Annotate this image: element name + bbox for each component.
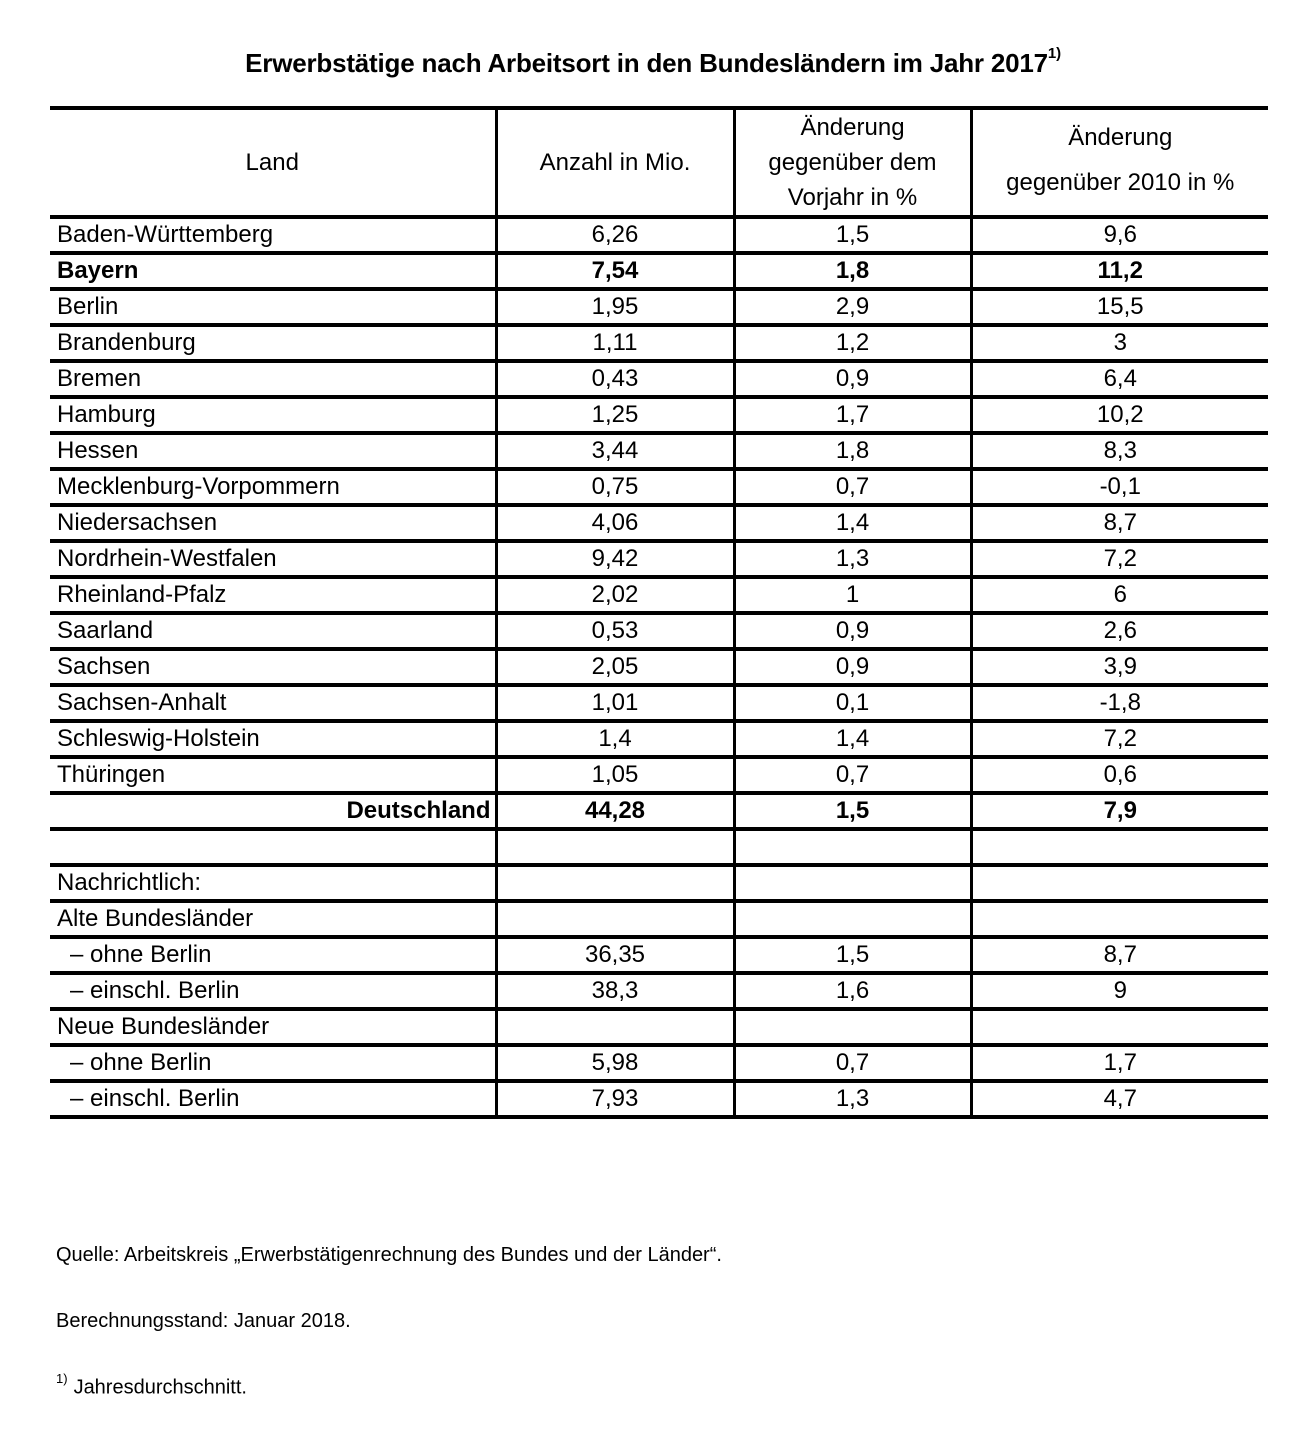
table-row: [50, 685, 1268, 721]
cell-anzahl: 5,98: [496, 1045, 734, 1081]
cell-anzahl: 2,02: [496, 577, 734, 613]
footnote: [56, 1371, 247, 1400]
cell-anzahl: 1,25: [496, 397, 734, 433]
table-row-alte-label: [50, 901, 1268, 937]
header-since2010-line2: gegenüber 2010 in %: [1006, 168, 1235, 196]
cell-vorjahr: 0,1: [734, 685, 971, 721]
cell-empty: [971, 865, 1268, 901]
cell-anzahl: 0,75: [496, 469, 734, 505]
cell-land: Brandenburg: [50, 325, 496, 361]
cell-land: Neue Bundesländer: [50, 1009, 496, 1045]
cell-vorjahr: 2,9: [734, 289, 971, 325]
source-note: Quelle: Arbeitskreis „Erwerbstätigenrechnung des Bundes und der Länder“.: [56, 1244, 722, 1266]
cell-since2010: 8,3: [971, 433, 1268, 469]
cell-anzahl: 3,44: [496, 433, 734, 469]
cell-empty: [971, 1009, 1268, 1045]
cell-since2010: 9: [971, 973, 1268, 1009]
table-row: [50, 577, 1268, 613]
header-row: [50, 108, 1268, 217]
cell-since2010: 0,6: [971, 757, 1268, 793]
cell-land: – ohne Berlin: [50, 937, 496, 973]
header-vorjahr-line3: Vorjahr in %: [787, 184, 918, 211]
cell-anzahl: 7,93: [496, 1081, 734, 1117]
cell-since2010: 4,7: [971, 1081, 1268, 1117]
cell-vorjahr: 1,3: [734, 1081, 971, 1117]
table-row: [50, 397, 1268, 433]
cell-vorjahr: 1,4: [734, 721, 971, 757]
cell-anzahl: 38,3: [496, 973, 734, 1009]
cell-land: – ohne Berlin: [50, 1045, 496, 1081]
cell-land: Schleswig-Holstein: [50, 721, 496, 757]
cell-land: Alte Bundesländer: [50, 901, 496, 937]
table-row-neue-label: [50, 1009, 1268, 1045]
cell-land: Deutschland: [50, 793, 496, 829]
cell-vorjahr: 1,5: [734, 217, 971, 253]
header-land: Land: [50, 108, 496, 217]
cell-land: – einschl. Berlin: [50, 973, 496, 1009]
table-row: [50, 325, 1268, 361]
header-vorjahr: [734, 108, 971, 217]
cell-land: Sachsen-Anhalt: [50, 685, 496, 721]
cell-anzahl: 2,05: [496, 649, 734, 685]
cell-land: Bayern: [50, 253, 496, 289]
cell-anzahl: 1,4: [496, 721, 734, 757]
cell-since2010: -0,1: [971, 469, 1268, 505]
cell-vorjahr: 1,5: [734, 793, 971, 829]
table-row-neue-ohne: [50, 1045, 1268, 1081]
cell-vorjahr: 0,7: [734, 469, 971, 505]
table-row: [50, 361, 1268, 397]
cell-vorjahr: 0,9: [734, 613, 971, 649]
cell-vorjahr: 1,2: [734, 325, 971, 361]
header-since2010-line1: Änderung: [1068, 123, 1173, 151]
cell-vorjahr: 0,9: [734, 361, 971, 397]
cell-since2010: 7,2: [971, 541, 1268, 577]
cell-empty: [734, 1009, 971, 1045]
cell-since2010: 15,5: [971, 289, 1268, 325]
cell-land: – einschl. Berlin: [50, 1081, 496, 1117]
cell-land: Bremen: [50, 361, 496, 397]
cell-since2010: 7,9: [971, 793, 1268, 829]
table-row-neue-einschl: [50, 1081, 1268, 1117]
cell-vorjahr: 1,4: [734, 505, 971, 541]
table-row: [50, 649, 1268, 685]
cell-vorjahr: 0,7: [734, 757, 971, 793]
table-row: [50, 757, 1268, 793]
cell-since2010: -1,8: [971, 685, 1268, 721]
cell-vorjahr: 1,7: [734, 397, 971, 433]
cell-land: Mecklenburg-Vorpommern: [50, 469, 496, 505]
calculation-date-note: Berechnungsstand: Januar 2018.: [56, 1310, 351, 1332]
cell-vorjahr: 0,7: [734, 1045, 971, 1081]
cell-anzahl: 44,28: [496, 793, 734, 829]
cell-land: Nordrhein-Westfalen: [50, 541, 496, 577]
cell-land: Rheinland-Pfalz: [50, 577, 496, 613]
footnote-text: Jahresdurchschnitt.: [73, 1376, 247, 1399]
footnote-mark: 1): [56, 1371, 68, 1386]
table-row: [50, 721, 1268, 757]
cell-land: Hessen: [50, 433, 496, 469]
cell-land: Saarland: [50, 613, 496, 649]
table-row: [50, 505, 1268, 541]
cell-since2010: 7,2: [971, 721, 1268, 757]
cell-land: Niedersachsen: [50, 505, 496, 541]
cell-vorjahr: 1,6: [734, 973, 971, 1009]
cell-anzahl: 9,42: [496, 541, 734, 577]
table-row-alte-einschl: [50, 973, 1268, 1009]
title-text: Erwerbstätige nach Arbeitsort in den Bundesländern im Jahr 2017: [245, 48, 1048, 78]
table-row-alte-ohne: [50, 937, 1268, 973]
cell-vorjahr: 1,3: [734, 541, 971, 577]
cell-anzahl: 1,95: [496, 289, 734, 325]
cell-empty: [50, 829, 496, 865]
cell-since2010: 2,6: [971, 613, 1268, 649]
cell-since2010: 6: [971, 577, 1268, 613]
cell-vorjahr: 1: [734, 577, 971, 613]
cell-land: Thüringen: [50, 757, 496, 793]
cell-anzahl: 7,54: [496, 253, 734, 289]
header-vorjahr-line1: Änderung: [800, 114, 905, 141]
table-row-spacer: [50, 829, 1268, 865]
table-row: [50, 613, 1268, 649]
cell-land: Nachrichtlich:: [50, 865, 496, 901]
cell-vorjahr: 1,5: [734, 937, 971, 973]
table-row-memo-label: [50, 865, 1268, 901]
cell-since2010: 11,2: [971, 253, 1268, 289]
table-row: [50, 541, 1268, 577]
cell-since2010: 6,4: [971, 361, 1268, 397]
cell-land: Sachsen: [50, 649, 496, 685]
cell-anzahl: 1,11: [496, 325, 734, 361]
employment-table: [50, 106, 1268, 1119]
table-title: [0, 45, 1306, 79]
cell-empty: [734, 829, 971, 865]
cell-vorjahr: 1,8: [734, 253, 971, 289]
cell-since2010: 9,6: [971, 217, 1268, 253]
title-footnote-mark: 1): [1047, 45, 1061, 63]
cell-empty: [971, 901, 1268, 937]
cell-since2010: 3,9: [971, 649, 1268, 685]
cell-empty: [496, 865, 734, 901]
cell-anzahl: 36,35: [496, 937, 734, 973]
cell-since2010: 1,7: [971, 1045, 1268, 1081]
cell-land: Hamburg: [50, 397, 496, 433]
cell-empty: [734, 901, 971, 937]
cell-anzahl: 0,53: [496, 613, 734, 649]
cell-empty: [971, 829, 1268, 865]
cell-empty: [496, 901, 734, 937]
cell-since2010: 10,2: [971, 397, 1268, 433]
header-since2010: [971, 108, 1268, 217]
cell-anzahl: 0,43: [496, 361, 734, 397]
cell-anzahl: 1,05: [496, 757, 734, 793]
cell-since2010: 8,7: [971, 505, 1268, 541]
header-anzahl: Anzahl in Mio.: [496, 108, 734, 217]
cell-anzahl: 6,26: [496, 217, 734, 253]
cell-land: Berlin: [50, 289, 496, 325]
table-row: [50, 289, 1268, 325]
header-vorjahr-line2: gegenüber dem: [768, 149, 937, 176]
cell-empty: [496, 829, 734, 865]
table-row: [50, 253, 1268, 289]
table-row: [50, 469, 1268, 505]
table-row-total: [50, 793, 1268, 829]
cell-empty: [734, 865, 971, 901]
cell-anzahl: 1,01: [496, 685, 734, 721]
table-row: [50, 433, 1268, 469]
cell-land: Baden-Württemberg: [50, 217, 496, 253]
table-row: [50, 217, 1268, 253]
cell-since2010: 8,7: [971, 937, 1268, 973]
cell-vorjahr: 0,9: [734, 649, 971, 685]
cell-since2010: 3: [971, 325, 1268, 361]
cell-empty: [496, 1009, 734, 1045]
cell-anzahl: 4,06: [496, 505, 734, 541]
cell-vorjahr: 1,8: [734, 433, 971, 469]
